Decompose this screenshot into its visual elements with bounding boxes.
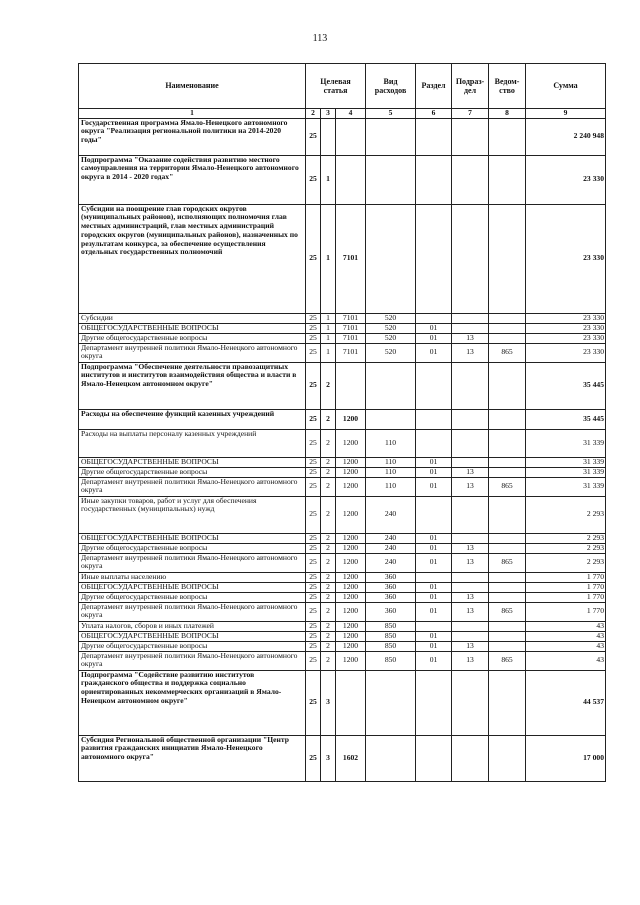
cell-program: 25 [306, 333, 321, 343]
cell-section [416, 572, 452, 582]
cell-expense-type: 520 [366, 313, 416, 323]
table-row [79, 582, 606, 592]
cell-section: 01 [416, 333, 452, 343]
cell-sum: 43 [526, 621, 606, 631]
cell-subsection [452, 621, 489, 631]
cell-direction: 7101 [336, 204, 366, 313]
column-number: 7 [452, 109, 489, 119]
cell-subsection [452, 533, 489, 543]
cell-direction: 1200 [336, 651, 366, 670]
cell-section: 01 [416, 457, 452, 467]
cell-name: Другие общегосударственные вопросы [79, 467, 306, 477]
cell-expense-type: 850 [366, 631, 416, 641]
cell-direction: 7101 [336, 313, 366, 323]
cell-program: 25 [306, 118, 321, 155]
cell-department [489, 333, 526, 343]
cell-department [489, 592, 526, 602]
table-row [79, 429, 606, 457]
cell-name: Департамент внутренней политики Ямало-Ненецкого автономного округа [79, 651, 306, 670]
cell-name: Субсидии [79, 313, 306, 323]
cell-department [489, 204, 526, 313]
cell-subsection [452, 457, 489, 467]
cell-sum: 2 293 [526, 533, 606, 543]
cell-subprogram: 2 [321, 592, 336, 602]
cell-sum: 1 770 [526, 602, 606, 621]
table-row [79, 735, 606, 781]
cell-program: 25 [306, 362, 321, 409]
cell-subprogram: 2 [321, 553, 336, 572]
cell-subsection [452, 409, 489, 429]
table-row [79, 362, 606, 409]
cell-subsection: 13 [452, 602, 489, 621]
cell-subsection: 13 [452, 651, 489, 670]
table-row [79, 313, 606, 323]
cell-sum: 23 330 [526, 204, 606, 313]
cell-section [416, 621, 452, 631]
cell-name: Подпрограмма "Обеспечение деятельности правозащитных институтов и институтов взаимодействия общества и власти в Ямало-Ненецком автономном округе" [79, 362, 306, 409]
cell-subsection [452, 429, 489, 457]
cell-subsection: 13 [452, 592, 489, 602]
cell-subprogram [321, 118, 336, 155]
cell-department [489, 582, 526, 592]
cell-subprogram: 1 [321, 323, 336, 333]
cell-program: 25 [306, 323, 321, 333]
cell-subsection: 13 [452, 553, 489, 572]
cell-program: 25 [306, 155, 321, 204]
column-number: 8 [489, 109, 526, 119]
cell-direction: 1200 [336, 592, 366, 602]
cell-program: 25 [306, 641, 321, 651]
cell-expense-type [366, 409, 416, 429]
cell-expense-type: 520 [366, 323, 416, 333]
cell-subprogram: 3 [321, 735, 336, 781]
cell-expense-type: 520 [366, 333, 416, 343]
cell-section [416, 409, 452, 429]
cell-name: Субсидия Региональной общественной организации "Центр развития гражданских инициатив Ямало-Ненецкого автономного округа" [79, 735, 306, 781]
cell-program: 25 [306, 602, 321, 621]
cell-name: Департамент внутренней политики Ямало-Ненецкого автономного округа [79, 477, 306, 496]
cell-sum: 1 770 [526, 572, 606, 582]
cell-sum: 35 445 [526, 362, 606, 409]
cell-sum: 23 330 [526, 333, 606, 343]
cell-subsection [452, 572, 489, 582]
cell-expense-type: 850 [366, 621, 416, 631]
column-number: 3 [321, 109, 336, 119]
cell-subsection: 13 [452, 467, 489, 477]
cell-expense-type [366, 204, 416, 313]
cell-direction: 1200 [336, 582, 366, 592]
cell-subsection [452, 323, 489, 333]
cell-program: 25 [306, 457, 321, 467]
cell-name: Другие общегосударственные вопросы [79, 592, 306, 602]
column-number: 5 [366, 109, 416, 119]
cell-subsection [452, 362, 489, 409]
cell-department [489, 621, 526, 631]
cell-expense-type: 110 [366, 429, 416, 457]
table-row [79, 155, 606, 204]
cell-direction: 1200 [336, 621, 366, 631]
cell-subsection [452, 670, 489, 735]
cell-expense-type: 110 [366, 477, 416, 496]
cell-program: 25 [306, 651, 321, 670]
cell-program: 25 [306, 592, 321, 602]
cell-department: 865 [489, 553, 526, 572]
header-expense-type: Вид расходов [366, 64, 416, 109]
cell-department [489, 670, 526, 735]
cell-expense-type [366, 118, 416, 155]
cell-subprogram: 2 [321, 457, 336, 467]
cell-expense-type: 360 [366, 602, 416, 621]
cell-expense-type [366, 155, 416, 204]
cell-subprogram: 2 [321, 631, 336, 641]
cell-program: 25 [306, 467, 321, 477]
cell-sum: 2 293 [526, 496, 606, 533]
cell-subprogram: 2 [321, 429, 336, 457]
cell-expense-type: 360 [366, 582, 416, 592]
cell-subprogram: 1 [321, 155, 336, 204]
cell-subsection [452, 155, 489, 204]
cell-department [489, 155, 526, 204]
cell-subprogram: 2 [321, 409, 336, 429]
cell-program: 25 [306, 543, 321, 553]
cell-subprogram: 2 [321, 362, 336, 409]
cell-department: 865 [489, 602, 526, 621]
cell-department [489, 533, 526, 543]
table-row [79, 204, 606, 313]
cell-name: ОБЩЕГОСУДАРСТВЕННЫЕ ВОПРОСЫ [79, 457, 306, 467]
cell-department: 865 [489, 651, 526, 670]
cell-department [489, 572, 526, 582]
cell-subsection [452, 582, 489, 592]
cell-expense-type: 240 [366, 496, 416, 533]
cell-sum: 2 293 [526, 553, 606, 572]
header-target-article: Целевая статья [306, 64, 366, 109]
table-row [79, 602, 606, 621]
column-number: 9 [526, 109, 606, 119]
cell-name: Расходы на обеспечение функций казенных учреждений [79, 409, 306, 429]
cell-subsection: 13 [452, 543, 489, 553]
cell-program: 25 [306, 582, 321, 592]
cell-direction: 1200 [336, 467, 366, 477]
column-number-row [79, 109, 606, 119]
cell-name: ОБЩЕГОСУДАРСТВЕННЫЕ ВОПРОСЫ [79, 323, 306, 333]
table-row [79, 467, 606, 477]
cell-program: 25 [306, 631, 321, 641]
cell-section: 01 [416, 477, 452, 496]
cell-sum: 43 [526, 651, 606, 670]
cell-expense-type: 360 [366, 572, 416, 582]
cell-expense-type: 240 [366, 543, 416, 553]
cell-program: 25 [306, 409, 321, 429]
cell-direction [336, 670, 366, 735]
cell-name: ОБЩЕГОСУДАРСТВЕННЫЕ ВОПРОСЫ [79, 582, 306, 592]
cell-direction: 1200 [336, 496, 366, 533]
cell-subsection [452, 313, 489, 323]
cell-sum: 44 537 [526, 670, 606, 735]
cell-program: 25 [306, 496, 321, 533]
cell-expense-type: 110 [366, 467, 416, 477]
cell-department [489, 323, 526, 333]
table-row [79, 409, 606, 429]
cell-subprogram: 2 [321, 582, 336, 592]
cell-direction: 7101 [336, 323, 366, 333]
table-row [79, 323, 606, 333]
cell-direction [336, 362, 366, 409]
cell-subprogram: 1 [321, 333, 336, 343]
cell-subsection: 13 [452, 333, 489, 343]
table-row [79, 343, 606, 362]
cell-section: 01 [416, 467, 452, 477]
cell-program: 25 [306, 204, 321, 313]
table-row [79, 553, 606, 572]
cell-section: 01 [416, 343, 452, 362]
table-row [79, 651, 606, 670]
cell-section [416, 118, 452, 155]
budget-table [78, 63, 606, 782]
cell-direction: 1200 [336, 409, 366, 429]
cell-sum: 17 000 [526, 735, 606, 781]
table-row [79, 457, 606, 467]
cell-expense-type: 360 [366, 592, 416, 602]
cell-section: 01 [416, 582, 452, 592]
cell-section: 01 [416, 592, 452, 602]
header-department: Ведом- ство [489, 64, 526, 109]
cell-subprogram: 1 [321, 343, 336, 362]
cell-direction: 1602 [336, 735, 366, 781]
cell-sum: 43 [526, 641, 606, 651]
cell-section: 01 [416, 553, 452, 572]
cell-program: 25 [306, 477, 321, 496]
table-row [79, 621, 606, 631]
cell-subprogram: 2 [321, 602, 336, 621]
table-body [79, 118, 606, 781]
cell-section [416, 429, 452, 457]
cell-department [489, 118, 526, 155]
cell-name: Субсидии на поощрение глав городских округов (муниципальных районов), исполняющих полномочия глав местных администраций, глав местных администраций городских округов (муниципальных районов), назначенных по результатам конкурса, за обеспечение осуществления отдельных государственных полномочий [79, 204, 306, 313]
cell-subprogram: 1 [321, 204, 336, 313]
cell-program: 25 [306, 343, 321, 362]
cell-direction [336, 118, 366, 155]
cell-subsection [452, 631, 489, 641]
column-number: 1 [79, 109, 306, 119]
table-row [79, 641, 606, 651]
cell-direction: 1200 [336, 477, 366, 496]
cell-name: Департамент внутренней политики Ямало-Ненецкого автономного округа [79, 343, 306, 362]
cell-program: 25 [306, 735, 321, 781]
cell-subprogram: 2 [321, 572, 336, 582]
cell-department [489, 409, 526, 429]
cell-subprogram: 2 [321, 621, 336, 631]
cell-direction: 7101 [336, 333, 366, 343]
cell-sum: 23 330 [526, 343, 606, 362]
cell-sum: 23 330 [526, 323, 606, 333]
cell-department [489, 467, 526, 477]
table-row [79, 118, 606, 155]
cell-subprogram: 3 [321, 670, 336, 735]
cell-section [416, 155, 452, 204]
cell-section: 01 [416, 543, 452, 553]
cell-name: Расходы на выплаты персоналу казенных учреждений [79, 429, 306, 457]
cell-sum: 23 330 [526, 313, 606, 323]
header-section: Раздел [416, 64, 452, 109]
cell-subsection: 13 [452, 641, 489, 651]
cell-direction: 1200 [336, 602, 366, 621]
cell-direction [336, 155, 366, 204]
cell-direction: 1200 [336, 631, 366, 641]
cell-subprogram: 2 [321, 496, 336, 533]
page-number: 113 [312, 33, 328, 44]
column-number: 2 [306, 109, 321, 119]
cell-subsection: 13 [452, 477, 489, 496]
column-number: 4 [336, 109, 366, 119]
cell-section: 01 [416, 533, 452, 543]
cell-section: 01 [416, 641, 452, 651]
cell-name: ОБЩЕГОСУДАРСТВЕННЫЕ ВОПРОСЫ [79, 631, 306, 641]
table-row [79, 670, 606, 735]
cell-sum: 31 339 [526, 467, 606, 477]
table-row [79, 533, 606, 543]
table-row [79, 592, 606, 602]
header-row [79, 64, 606, 109]
cell-subsection: 13 [452, 343, 489, 362]
cell-sum: 31 339 [526, 477, 606, 496]
cell-section [416, 735, 452, 781]
cell-expense-type [366, 735, 416, 781]
cell-subsection [452, 735, 489, 781]
cell-program: 25 [306, 670, 321, 735]
cell-department [489, 313, 526, 323]
cell-expense-type: 520 [366, 343, 416, 362]
cell-section [416, 313, 452, 323]
cell-section [416, 204, 452, 313]
cell-expense-type [366, 670, 416, 735]
cell-name: Государственная программа Ямало-Ненецкого автономного округа "Реализация региональной политики на 2014-2020 годы" [79, 118, 306, 155]
cell-direction: 1200 [336, 543, 366, 553]
cell-direction: 1200 [336, 572, 366, 582]
cell-subprogram: 1 [321, 313, 336, 323]
cell-department [489, 641, 526, 651]
cell-direction: 1200 [336, 429, 366, 457]
cell-section: 01 [416, 602, 452, 621]
cell-department [489, 457, 526, 467]
cell-section: 01 [416, 323, 452, 333]
table-row [79, 477, 606, 496]
header-sum: Сумма [526, 64, 606, 109]
cell-sum: 2 240 948 [526, 118, 606, 155]
cell-section: 01 [416, 651, 452, 670]
cell-name: Другие общегосударственные вопросы [79, 333, 306, 343]
header-name: Наименование [79, 64, 306, 109]
cell-sum: 43 [526, 631, 606, 641]
cell-sum: 1 770 [526, 592, 606, 602]
cell-subprogram: 2 [321, 651, 336, 670]
cell-name: Иные выплаты населению [79, 572, 306, 582]
cell-program: 25 [306, 553, 321, 572]
cell-department [489, 362, 526, 409]
cell-department [489, 496, 526, 533]
header-subsection: Подраз- дел [452, 64, 489, 109]
cell-section [416, 670, 452, 735]
cell-name: ОБЩЕГОСУДАРСТВЕННЫЕ ВОПРОСЫ [79, 533, 306, 543]
cell-program: 25 [306, 533, 321, 543]
cell-sum: 2 293 [526, 543, 606, 553]
cell-direction: 1200 [336, 553, 366, 572]
cell-department [489, 631, 526, 641]
cell-direction: 1200 [336, 641, 366, 651]
cell-name: Иные закупки товаров, работ и услуг для обеспечения государственных (муниципальных) нужд [79, 496, 306, 533]
cell-name: Подпрограмма "Оказание содействия развитию местного самоуправления на территории Ямало-Ненецкого автономного округа в 2014 - 2020 годах" [79, 155, 306, 204]
cell-subprogram: 2 [321, 477, 336, 496]
cell-name: Другие общегосударственные вопросы [79, 543, 306, 553]
cell-program: 25 [306, 572, 321, 582]
cell-department [489, 543, 526, 553]
cell-direction: 1200 [336, 533, 366, 543]
cell-expense-type: 240 [366, 553, 416, 572]
cell-expense-type: 850 [366, 641, 416, 651]
column-number: 6 [416, 109, 452, 119]
cell-sum: 31 339 [526, 457, 606, 467]
cell-department [489, 429, 526, 457]
cell-expense-type: 850 [366, 651, 416, 670]
table-row [79, 333, 606, 343]
cell-subprogram: 2 [321, 467, 336, 477]
cell-subprogram: 2 [321, 543, 336, 553]
cell-sum: 31 339 [526, 429, 606, 457]
cell-direction: 1200 [336, 457, 366, 467]
cell-program: 25 [306, 313, 321, 323]
table-row [79, 543, 606, 553]
cell-sum: 1 770 [526, 582, 606, 592]
cell-name: Другие общегосударственные вопросы [79, 641, 306, 651]
cell-section [416, 362, 452, 409]
cell-expense-type [366, 362, 416, 409]
cell-program: 25 [306, 621, 321, 631]
cell-subprogram: 2 [321, 641, 336, 651]
cell-name: Уплата налогов, сборов и иных платежей [79, 621, 306, 631]
cell-subsection [452, 118, 489, 155]
cell-section: 01 [416, 631, 452, 641]
cell-sum: 23 330 [526, 155, 606, 204]
cell-program: 25 [306, 429, 321, 457]
cell-expense-type: 240 [366, 533, 416, 543]
cell-department: 865 [489, 343, 526, 362]
table-row [79, 572, 606, 582]
table-row [79, 496, 606, 533]
cell-subprogram: 2 [321, 533, 336, 543]
cell-name: Департамент внутренней политики Ямало-Ненецкого автономного округа [79, 553, 306, 572]
cell-name: Подпрограмма "Содействие развитию институтов гражданского общества и поддержка социально ориентированных некоммерческих организаций в Ямало-Ненецком автономном округе" [79, 670, 306, 735]
cell-subsection [452, 496, 489, 533]
cell-direction: 7101 [336, 343, 366, 362]
cell-department: 865 [489, 477, 526, 496]
table-row [79, 631, 606, 641]
cell-sum: 35 445 [526, 409, 606, 429]
cell-name: Департамент внутренней политики Ямало-Ненецкого автономного округа [79, 602, 306, 621]
cell-section [416, 496, 452, 533]
cell-subsection [452, 204, 489, 313]
cell-expense-type: 110 [366, 457, 416, 467]
cell-department [489, 735, 526, 781]
